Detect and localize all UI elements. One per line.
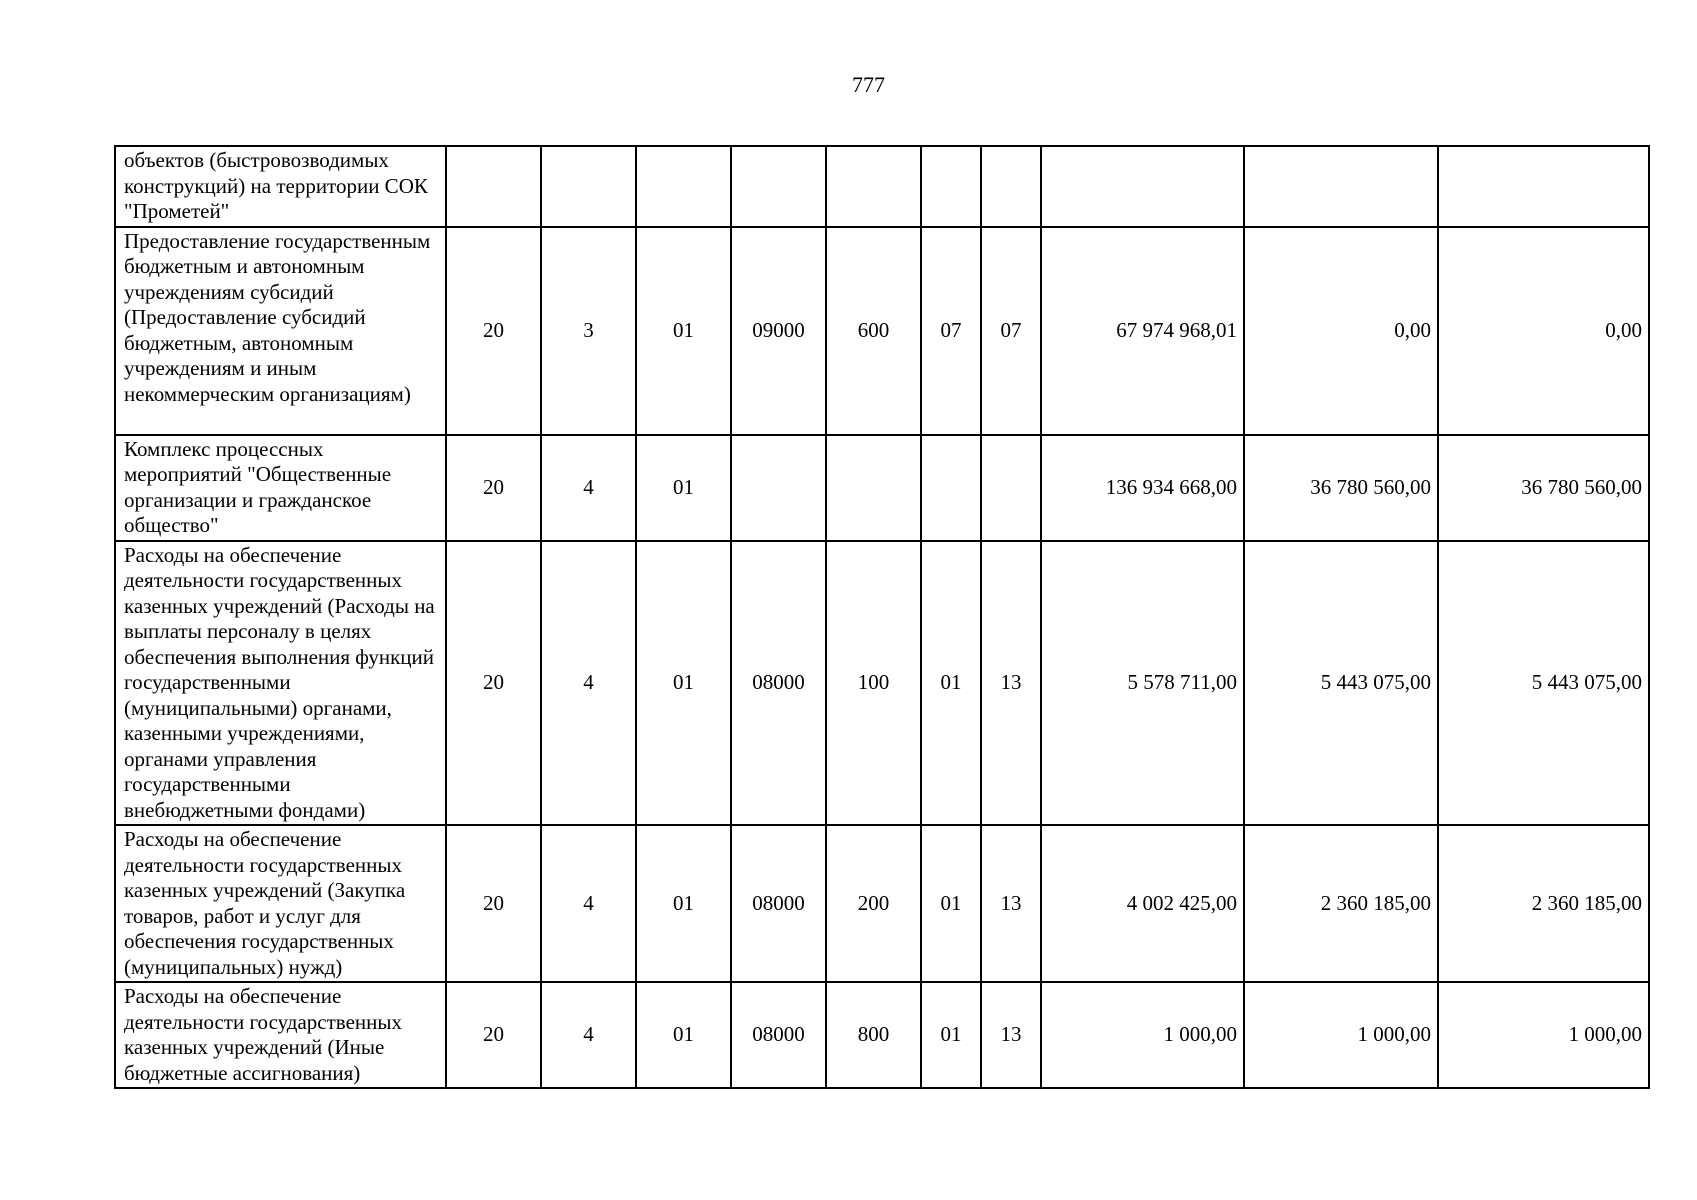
table-row [115, 982, 1649, 1088]
table-row [115, 435, 1649, 541]
amount-cell: 0,00 [1438, 227, 1649, 435]
code-cell: 4 [541, 982, 636, 1088]
amount-cell: 2 360 185,00 [1244, 825, 1438, 982]
code-cell: 01 [636, 541, 731, 826]
code-cell: 13 [981, 982, 1041, 1088]
row-description: Предоставление государственным бюджетным и автономным учреждениям субсидий (Предоставление субсидий бюджетным, автономным учреждениям и иным некоммерческим организациям) [115, 227, 446, 435]
code-cell: 20 [446, 227, 541, 435]
code-cell: 20 [446, 825, 541, 982]
code-cell [446, 146, 541, 227]
code-cell [541, 146, 636, 227]
row-description: Комплекс процессных мероприятий "Общественные организации и гражданское общество" [115, 435, 446, 541]
code-cell: 07 [921, 227, 981, 435]
amount-cell: 0,00 [1244, 227, 1438, 435]
code-cell: 07 [981, 227, 1041, 435]
code-cell: 08000 [731, 825, 826, 982]
code-cell: 08000 [731, 541, 826, 826]
code-cell: 01 [636, 227, 731, 435]
code-cell: 4 [541, 435, 636, 541]
row-description: Расходы на обеспечение деятельности государственных казенных учреждений (Расходы на выплаты персоналу в целях обеспечения выполнения функций государственными (муниципальными) органами, казенными учреждениями, органами управления государственными внебюджетными фондами) [115, 541, 446, 826]
amount-cell: 5 578 711,00 [1041, 541, 1244, 826]
code-cell: 13 [981, 541, 1041, 826]
table-row [115, 146, 1649, 227]
code-cell: 3 [541, 227, 636, 435]
code-cell: 01 [921, 825, 981, 982]
code-cell [826, 146, 921, 227]
code-cell: 800 [826, 982, 921, 1088]
amount-cell: 36 780 560,00 [1244, 435, 1438, 541]
code-cell [731, 435, 826, 541]
code-cell: 08000 [731, 982, 826, 1088]
amount-cell: 4 002 425,00 [1041, 825, 1244, 982]
amount-cell [1438, 146, 1649, 227]
table-row [115, 227, 1649, 435]
amount-cell: 1 000,00 [1041, 982, 1244, 1088]
row-description: объектов (быстровозводимых конструкций) на территории СОК "Прометей" [115, 146, 446, 227]
code-cell: 20 [446, 435, 541, 541]
table-row [115, 825, 1649, 982]
code-cell [826, 435, 921, 541]
code-cell: 20 [446, 541, 541, 826]
code-cell: 09000 [731, 227, 826, 435]
code-cell: 01 [921, 982, 981, 1088]
code-cell [981, 435, 1041, 541]
code-cell: 20 [446, 982, 541, 1088]
amount-cell: 1 000,00 [1244, 982, 1438, 1088]
code-cell: 600 [826, 227, 921, 435]
code-cell [731, 146, 826, 227]
row-description: Расходы на обеспечение деятельности государственных казенных учреждений (Закупка товаров, работ и услуг для обеспечения государственных (муниципальных) нужд) [115, 825, 446, 982]
code-cell: 4 [541, 825, 636, 982]
page-number: 777 [852, 72, 885, 97]
budget-table [114, 145, 1650, 1089]
amount-cell: 36 780 560,00 [1438, 435, 1649, 541]
amount-cell: 1 000,00 [1438, 982, 1649, 1088]
amount-cell [1041, 146, 1244, 227]
code-cell: 200 [826, 825, 921, 982]
code-cell: 4 [541, 541, 636, 826]
amount-cell: 5 443 075,00 [1244, 541, 1438, 826]
code-cell [921, 146, 981, 227]
code-cell [636, 146, 731, 227]
code-cell: 100 [826, 541, 921, 826]
code-cell: 01 [636, 982, 731, 1088]
code-cell [921, 435, 981, 541]
code-cell: 01 [636, 825, 731, 982]
row-description: Расходы на обеспечение деятельности государственных казенных учреждений (Иные бюджетные ассигнования) [115, 982, 446, 1088]
amount-cell [1244, 146, 1438, 227]
table-row [115, 541, 1649, 826]
code-cell: 01 [921, 541, 981, 826]
amount-cell: 136 934 668,00 [1041, 435, 1244, 541]
code-cell: 13 [981, 825, 1041, 982]
code-cell [981, 146, 1041, 227]
amount-cell: 67 974 968,01 [1041, 227, 1244, 435]
amount-cell: 5 443 075,00 [1438, 541, 1649, 826]
amount-cell: 2 360 185,00 [1438, 825, 1649, 982]
code-cell: 01 [636, 435, 731, 541]
